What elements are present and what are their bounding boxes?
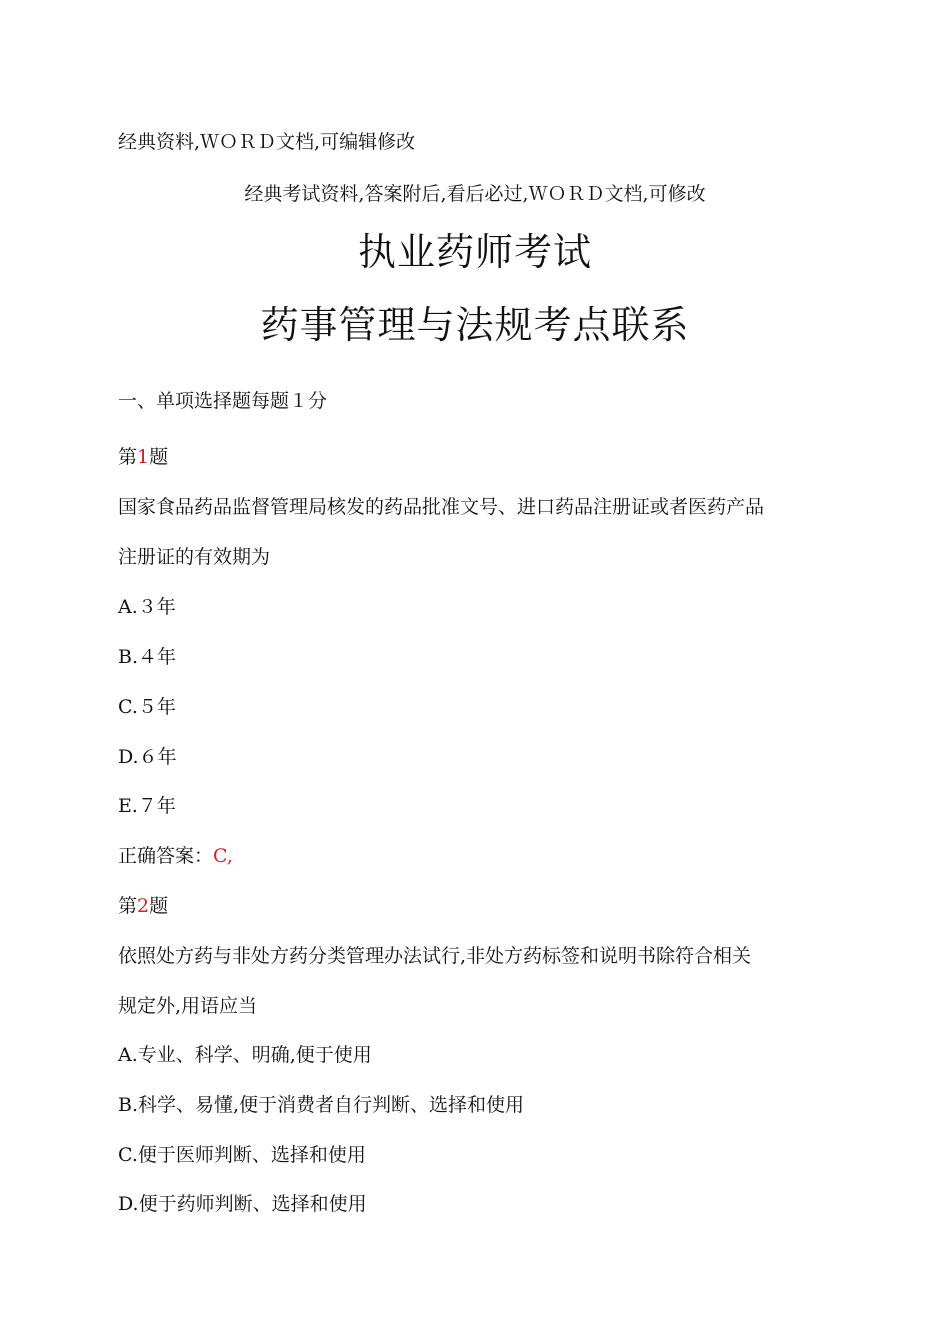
question-number: 2 — [137, 895, 150, 917]
option-a: A.３年 — [118, 596, 176, 618]
page-title: 执业药师考试 — [357, 230, 592, 274]
page-subtitle: 药事管理与法规考点联系 — [260, 303, 690, 347]
option-d: D.便于药师判断、选择和使用 — [118, 1193, 367, 1215]
question-label — [118, 894, 168, 918]
header-subnote: 经典考试资料,答案附后,看后必过,ＷＯＲＤ文档,可修改 — [244, 183, 706, 205]
question-text-continued: 注册证的有效期为 — [118, 546, 271, 568]
question-label-suffix: 题 — [149, 446, 169, 468]
option-b: B.４年 — [118, 646, 177, 668]
option-d: D.６年 — [118, 746, 177, 768]
question-text: 依照处方药与非处方药分类管理办法试行,非处方药标签和说明书除符合相关 — [118, 945, 752, 967]
question-label-prefix: 第 — [118, 895, 138, 917]
question-label-suffix: 题 — [149, 895, 169, 917]
option-e: E.７年 — [118, 795, 176, 817]
option-a: A.专业、科学、明确,便于使用 — [118, 1044, 372, 1066]
question-label-prefix: 第 — [118, 446, 138, 468]
option-c: C.５年 — [118, 696, 176, 718]
answer-label: 正确答案： — [118, 845, 214, 867]
option-c: C.便于医师判断、选择和使用 — [118, 1144, 366, 1166]
question-text: 国家食品药品监督管理局核发的药品批准文号、进口药品注册证或者医药产品 — [118, 496, 765, 518]
section-heading: 一、单项选择题每题１分 — [118, 390, 328, 412]
answer-line — [118, 844, 233, 868]
question-text-continued: 规定外,用语应当 — [118, 995, 258, 1017]
answer-value: C, — [213, 845, 233, 867]
question-number: 1 — [137, 446, 150, 468]
question-label — [118, 445, 168, 469]
option-b: B.科学、易懂,便于消费者自行判断、选择和使用 — [118, 1094, 525, 1116]
header-note: 经典资料,ＷＯＲＤ文档,可编辑修改 — [118, 131, 416, 153]
